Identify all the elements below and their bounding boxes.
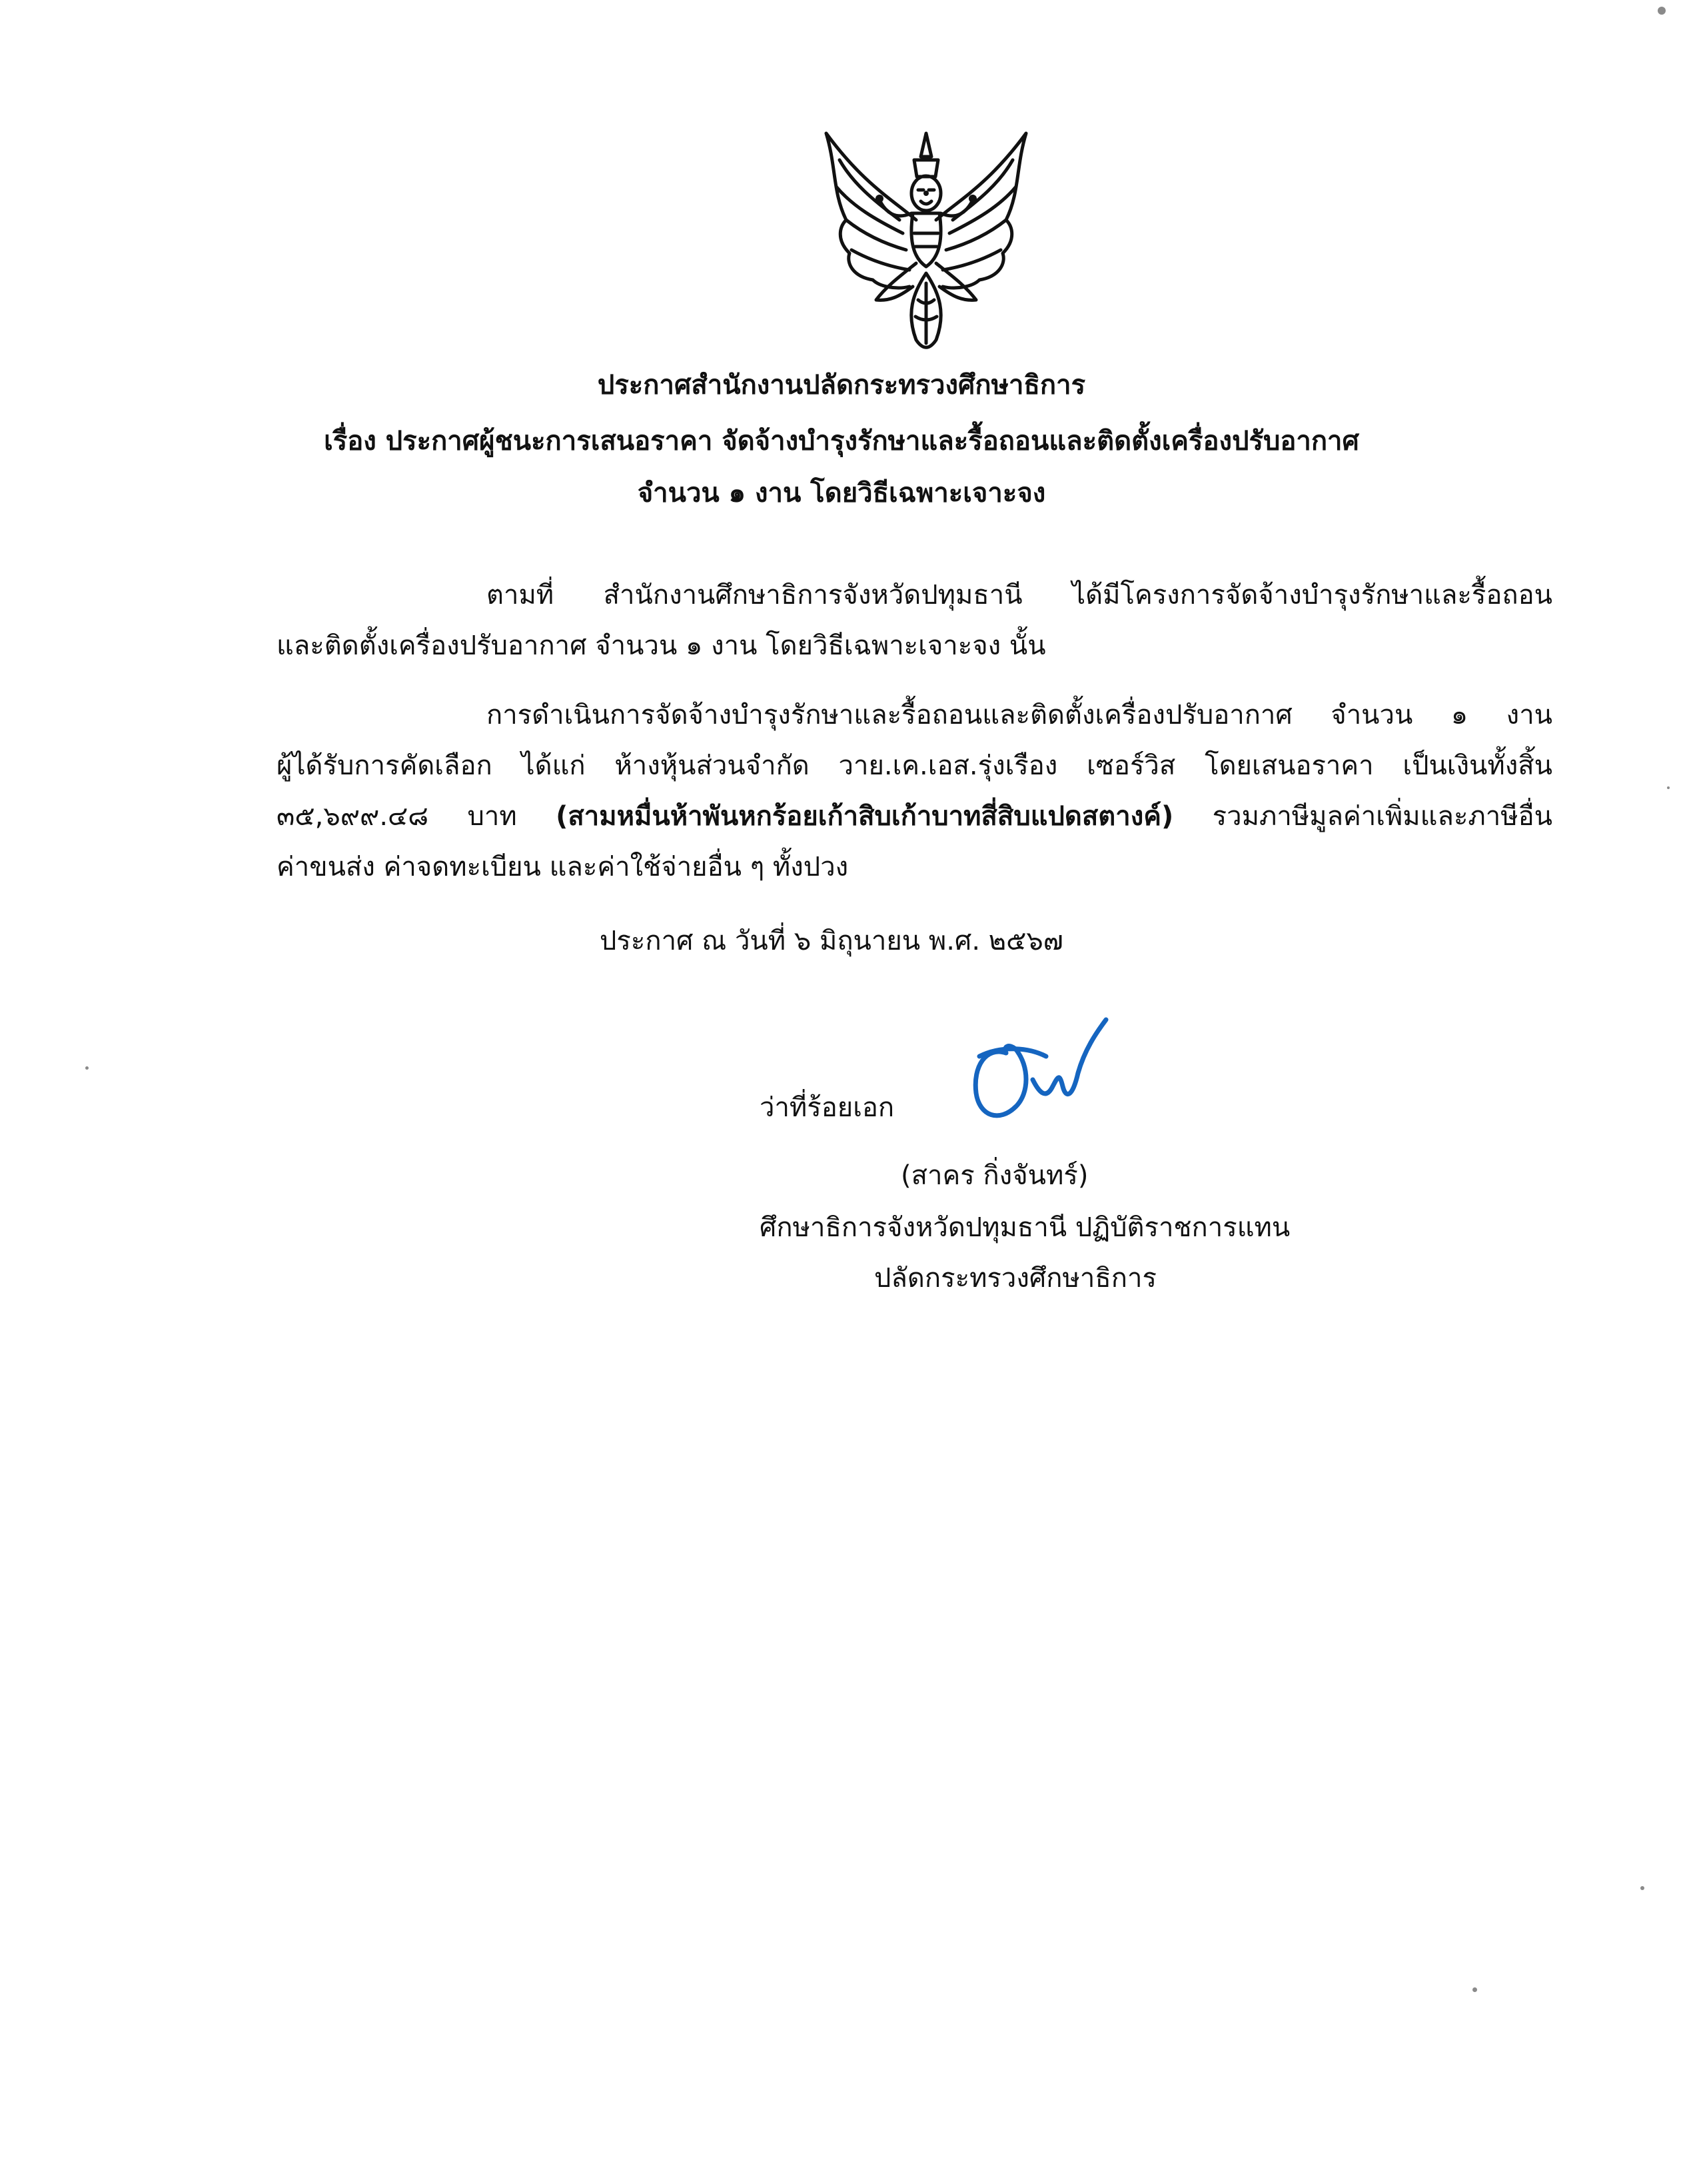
paragraph-line: ผู้ได้รับการคัดเลือก ได้แก่ ห้างหุ้นส่วนจำกัด วาย.เค.เอส.รุ่งเรือง เซอร์วิส โดยเสนอราคา เป็นเงินทั้งสิ้น (277, 750, 1553, 781)
signatory-position: ศึกษาธิการจังหวัดปทุมธานี ปฏิบัติราชการแทน (760, 1212, 1291, 1243)
announcement-subject: เรื่อง ประกาศผู้ชนะการเสนอราคา จัดจ้างบำรุงรักษาและรื้อถอนและติดตั้งเครื่องปรับอากาศ (324, 426, 1359, 457)
amount-value: ๓๕,๖๙๙.๔๘ บาท (277, 801, 517, 832)
scan-speck (1658, 7, 1666, 15)
paragraph-line: ค่าขนส่ง ค่าจดทะเบียน และค่าใช้จ่ายอื่น ๆ ทั้งปวง (277, 852, 849, 882)
signatory-name: (สาคร กิ่งจันทร์) (901, 1160, 1089, 1191)
paragraph-project (277, 570, 1552, 671)
announcement-title: ประกาศสำนักงานปลัดกระทรวงศึกษาธิการ (597, 370, 1086, 401)
scan-speck (1640, 1886, 1644, 1890)
paragraph-line-amount (277, 791, 1552, 842)
announcement-date: ประกาศ ณ วันที่ ๖ มิถุนายน พ.ศ. ๒๕๖๗ (600, 926, 1063, 956)
paragraph-winner (277, 690, 1552, 892)
scan-speck (85, 1066, 89, 1070)
amount-in-words: (สามหมื่นห้าพันหกร้อยเก้าสิบเก้าบาทสี่สิบแปดสตางค์) (556, 801, 1174, 832)
signatory-position-continued: ปลัดกระทรวงศึกษาธิการ (874, 1263, 1157, 1294)
scan-speck (1667, 786, 1670, 789)
scan-speck (1472, 1987, 1477, 1992)
garuda-emblem-icon (800, 120, 1053, 373)
amount-tail: รวมภาษีมูลค่าเพิ่มและภาษีอื่น (1212, 801, 1552, 832)
paragraph-line: ตามที่ สำนักงานศึกษาธิการจังหวัดปทุมธานี ได้มีโครงการจัดจ้างบำรุงรักษาและรื้อถอน (486, 580, 1552, 610)
paragraph-line: และติดตั้งเครื่องปรับอากาศ จำนวน ๑ งาน โดยวิธีเฉพาะเจาะจง นั้น (277, 630, 1046, 661)
handwritten-signature-icon (959, 1000, 1113, 1133)
signatory-rank: ว่าที่ร้อยเอก (760, 1092, 895, 1123)
announcement-subject-continued: จำนวน ๑ งาน โดยวิธีเฉพาะเจาะจง (637, 478, 1046, 509)
paragraph-line: การดำเนินการจัดจ้างบำรุงรักษาและรื้อถอนและติดตั้งเครื่องปรับอากาศ จำนวน ๑ งาน (486, 700, 1552, 730)
